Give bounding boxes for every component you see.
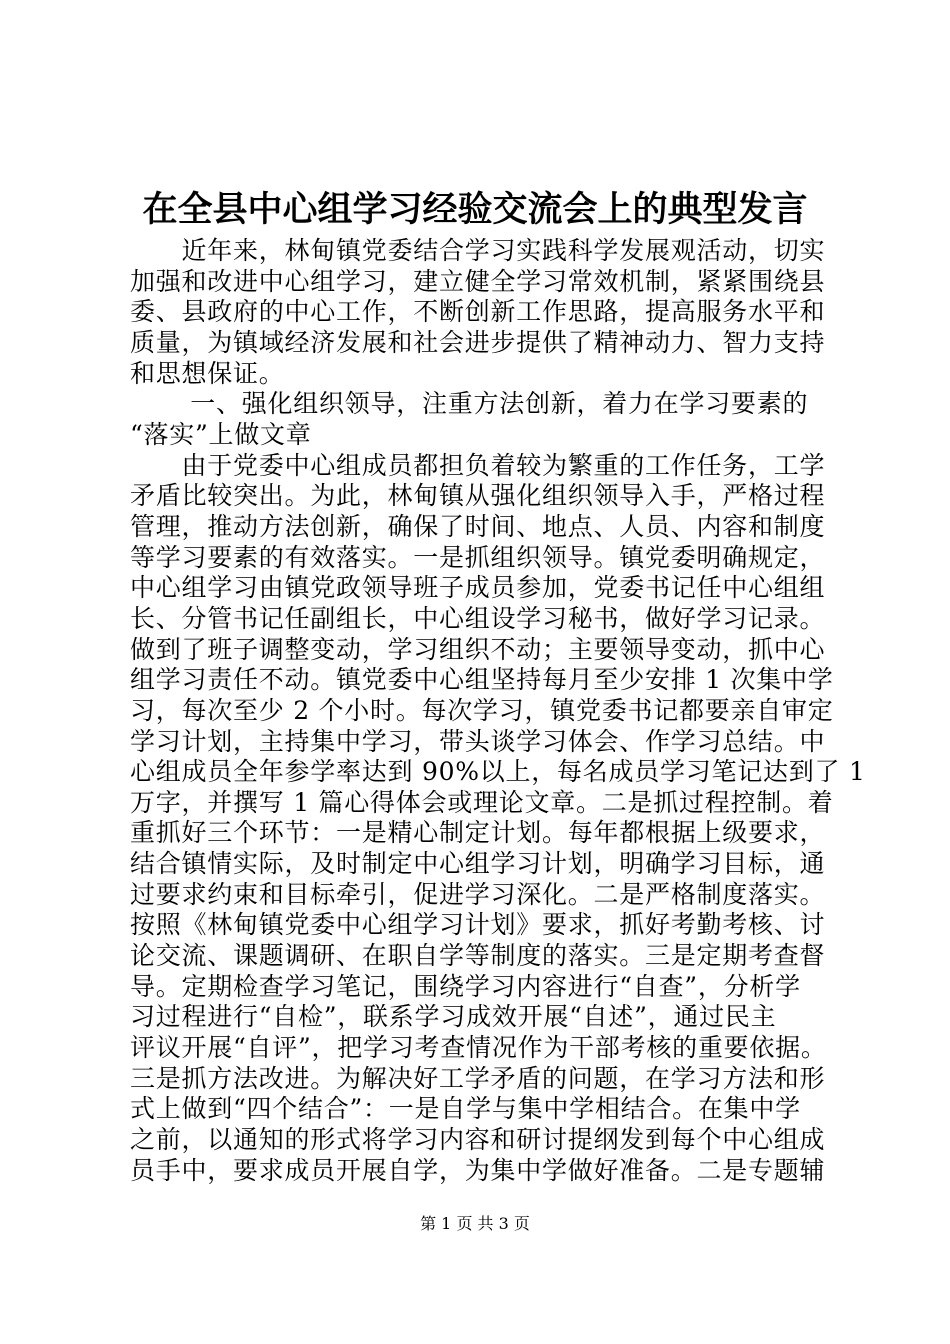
body-line: 习过程进行“自检”，联系学习成效开展“自述”，通过民主 bbox=[130, 1002, 777, 1032]
document-body bbox=[130, 236, 866, 1186]
body-line: 之前，以通知的形式将学习内容和研讨提纲发到每个中心组成 bbox=[130, 1125, 826, 1155]
body-line: 近年来，林甸镇党委结合学习实践科学发展观活动，切实 bbox=[130, 236, 826, 265]
body-line: 导。定期检查学习笔记，围绕学习内容进行“自查”，分析学 bbox=[130, 971, 801, 1001]
body-line: 三是抓方法改进。为解决好工学矛盾的问题，在学习方法和形 bbox=[130, 1063, 826, 1093]
body-line: 质量，为镇域经济发展和社会进步提供了精神动力、智力支持 bbox=[130, 327, 826, 357]
body-line: 结合镇情实际，及时制定中心组学习计划，明确学习目标，通 bbox=[130, 849, 826, 879]
document-title: 在全县中心组学习经验交流会上的典型发言 bbox=[142, 189, 808, 230]
body-line: 习，每次至少 2 个小时。每次学习，镇党委书记都要亲自审定 bbox=[130, 695, 834, 725]
body-line: 等学习要素的有效落实。一是抓组织领导。镇党委明确规定， bbox=[130, 542, 826, 572]
body-line: 员手中，要求成员开展自学，为集中学做好准备。二是专题辅 bbox=[130, 1155, 826, 1185]
body-line: 论交流、课题调研、在职自学等制度的落实。三是定期考查督 bbox=[130, 941, 826, 971]
body-line: 委、县政府的中心工作，不断创新工作思路，提高服务水平和 bbox=[130, 297, 826, 327]
body-line: 按照《林甸镇党委中心组学习计划》要求，抓好考勤考核、讨 bbox=[130, 910, 826, 940]
body-line: 评议开展“自评”，把学习考查情况作为干部考核的重要依据。 bbox=[130, 1033, 827, 1063]
section-heading-line: “落实”上做文章 bbox=[130, 419, 312, 449]
body-line: 万字，并撰写 1 篇心得体会或理论文章。二是抓过程控制。着 bbox=[130, 787, 834, 817]
body-line: 过要求约束和目标牵引，促进学习深化。二是严格制度落实。 bbox=[130, 879, 826, 909]
body-line: 式上做到“四个结合”：一是自学与集中学相结合。在集中学 bbox=[130, 1094, 801, 1124]
body-line: 组学习责任不动。镇党委中心组坚持每月至少安排 1 次集中学 bbox=[130, 665, 834, 695]
body-line: 由于党委中心组成员都担负着较为繁重的工作任务，工学 bbox=[130, 450, 826, 480]
body-line: 重抓好三个环节：一是精心制定计划。每年都根据上级要求， bbox=[130, 818, 826, 848]
body-line: 和思想保证。 bbox=[130, 358, 285, 388]
body-line: 学习计划，主持集中学习，带头谈学习体会、作学习总结。中 bbox=[130, 726, 826, 756]
body-line: 做到了班子调整变动，学习组织不动；主要领导变动，抓中心 bbox=[130, 634, 826, 664]
body-line: 管理，推动方法创新，确保了时间、地点、人员、内容和制度 bbox=[130, 511, 826, 541]
body-line: 长、分管书记任副组长，中心组设学习秘书，做好学习记录。 bbox=[130, 603, 826, 633]
section-heading-line: 一、强化组织领导，注重方法创新，着力在学习要素的 bbox=[130, 389, 809, 419]
body-line: 心组成员全年参学率达到 90%以上，每名成员学习笔记达到了 1 bbox=[130, 757, 866, 787]
body-line: 矛盾比较突出。为此，林甸镇从强化组织领导入手，严格过程 bbox=[130, 481, 826, 511]
body-line: 加强和改进中心组学习，建立健全学习常效机制，紧紧围绕县 bbox=[130, 266, 826, 296]
page-number-footer: 第 1 页 共 3 页 bbox=[420, 1214, 530, 1233]
body-line: 中心组学习由镇党政领导班子成员参加，党委书记任中心组组 bbox=[130, 573, 826, 603]
